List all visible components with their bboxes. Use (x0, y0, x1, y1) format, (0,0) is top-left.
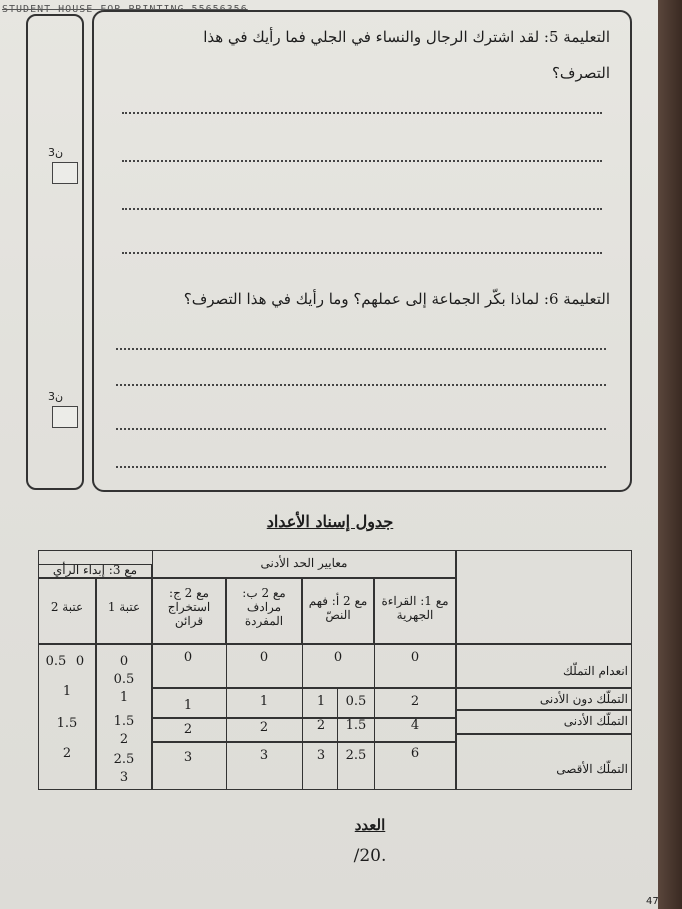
background-surface (658, 0, 682, 909)
watermark: STUDENT HOUSE FOR PRINTING 55656356 (2, 4, 248, 15)
question-5-text: التعليمة 5: لقد اشترك الرجال والنساء في الجلي فما رأيك في هذا (203, 28, 610, 46)
cell-value: 0.5 (45, 654, 67, 669)
score-column (26, 14, 84, 490)
row-label: انعدام التملّك (563, 664, 628, 678)
cell-value: 2 (62, 746, 72, 761)
cell-value: 1.5 (56, 716, 78, 731)
col-header-m1: مع 1: القراءة الجهرية (381, 594, 449, 622)
cell-value: 4 (410, 718, 420, 733)
cell-value: 0 (259, 650, 269, 665)
cell-value: 1.5 (113, 714, 135, 729)
score-label-q6: 3ن (48, 390, 64, 403)
cell-value: 2 (259, 720, 269, 735)
cell-value: 0.5 (113, 672, 135, 687)
cell-value: 1 (183, 698, 193, 713)
cell-value: 1 (316, 694, 326, 709)
total-label: العدد (354, 816, 386, 834)
cell-value: 0 (410, 650, 420, 665)
cell-value: 2 (316, 718, 326, 733)
cell-value: 0 (183, 650, 193, 665)
cell-value: 3 (119, 770, 129, 785)
score-box-q6[interactable] (52, 406, 78, 428)
questions-box (92, 10, 632, 492)
col-divider (374, 644, 375, 790)
cell-value: 2.5 (113, 752, 135, 767)
group-header-min: معايير الحد الأدنى (260, 556, 348, 570)
answer-line[interactable] (122, 208, 602, 210)
score-box-q5[interactable] (52, 162, 78, 184)
cell-value: 1 (62, 684, 72, 699)
col-divider (337, 688, 338, 790)
answer-line[interactable] (122, 160, 602, 162)
cell-value: 2.5 (345, 748, 367, 763)
col-divider (226, 644, 227, 790)
cell-value: 6 (410, 746, 420, 761)
col-header-m2a: مع 2 أ: فهم النصّ (308, 594, 368, 622)
cell-value: 1 (259, 694, 269, 709)
col-header-e2: عتبة 2 (50, 600, 84, 614)
row-label: التملّك الأقصى (556, 762, 628, 776)
cell-value: 2 (119, 732, 129, 747)
answer-line[interactable] (122, 112, 602, 114)
cell-value: 0 (75, 654, 85, 669)
cell-value: 3 (259, 748, 269, 763)
table-title: جدول إسناد الأعداد (266, 512, 394, 531)
cell-value: 0 (119, 654, 129, 669)
col-header-e1: عتبة 1 (107, 600, 141, 614)
question-5-text-cont: التصرف؟ (551, 64, 610, 82)
question-6-text: التعليمة 6: لماذا بكّر الجماعة إلى عملهم؟ وما رأيك في هذا التصرف؟ (183, 290, 610, 308)
answer-line[interactable] (116, 348, 606, 350)
answer-line[interactable] (116, 428, 606, 430)
col-header-m2c: مع 2 ج: استخراج قرائن (167, 586, 211, 628)
cell-value: 1.5 (345, 718, 367, 733)
answer-line[interactable] (116, 384, 606, 386)
cell-value: 2 (183, 722, 193, 737)
row-label: التملّك دون الأدنى (539, 692, 628, 706)
cell-value: 0.5 (345, 694, 367, 709)
cell-value: 2 (410, 694, 420, 709)
cell-value: 3 (183, 750, 193, 765)
col-header-m2b: مع 2 ب: مرادف المفردة (242, 586, 286, 628)
cell-value: 1 (119, 690, 129, 705)
total-score: /20. (353, 846, 387, 866)
header-cell (456, 550, 632, 644)
cell-value: 0 (333, 650, 343, 665)
col-divider (302, 644, 303, 790)
answer-line[interactable] (122, 252, 602, 254)
group-header-opinion: مع 3: إبداء الرأي (52, 563, 138, 577)
cell-value: 3 (316, 748, 326, 763)
answer-line[interactable] (116, 466, 606, 468)
page-number: 47 (646, 896, 659, 907)
score-label-q5: 3ن (48, 146, 64, 159)
row-label: التملّك الأدنى (563, 714, 628, 728)
